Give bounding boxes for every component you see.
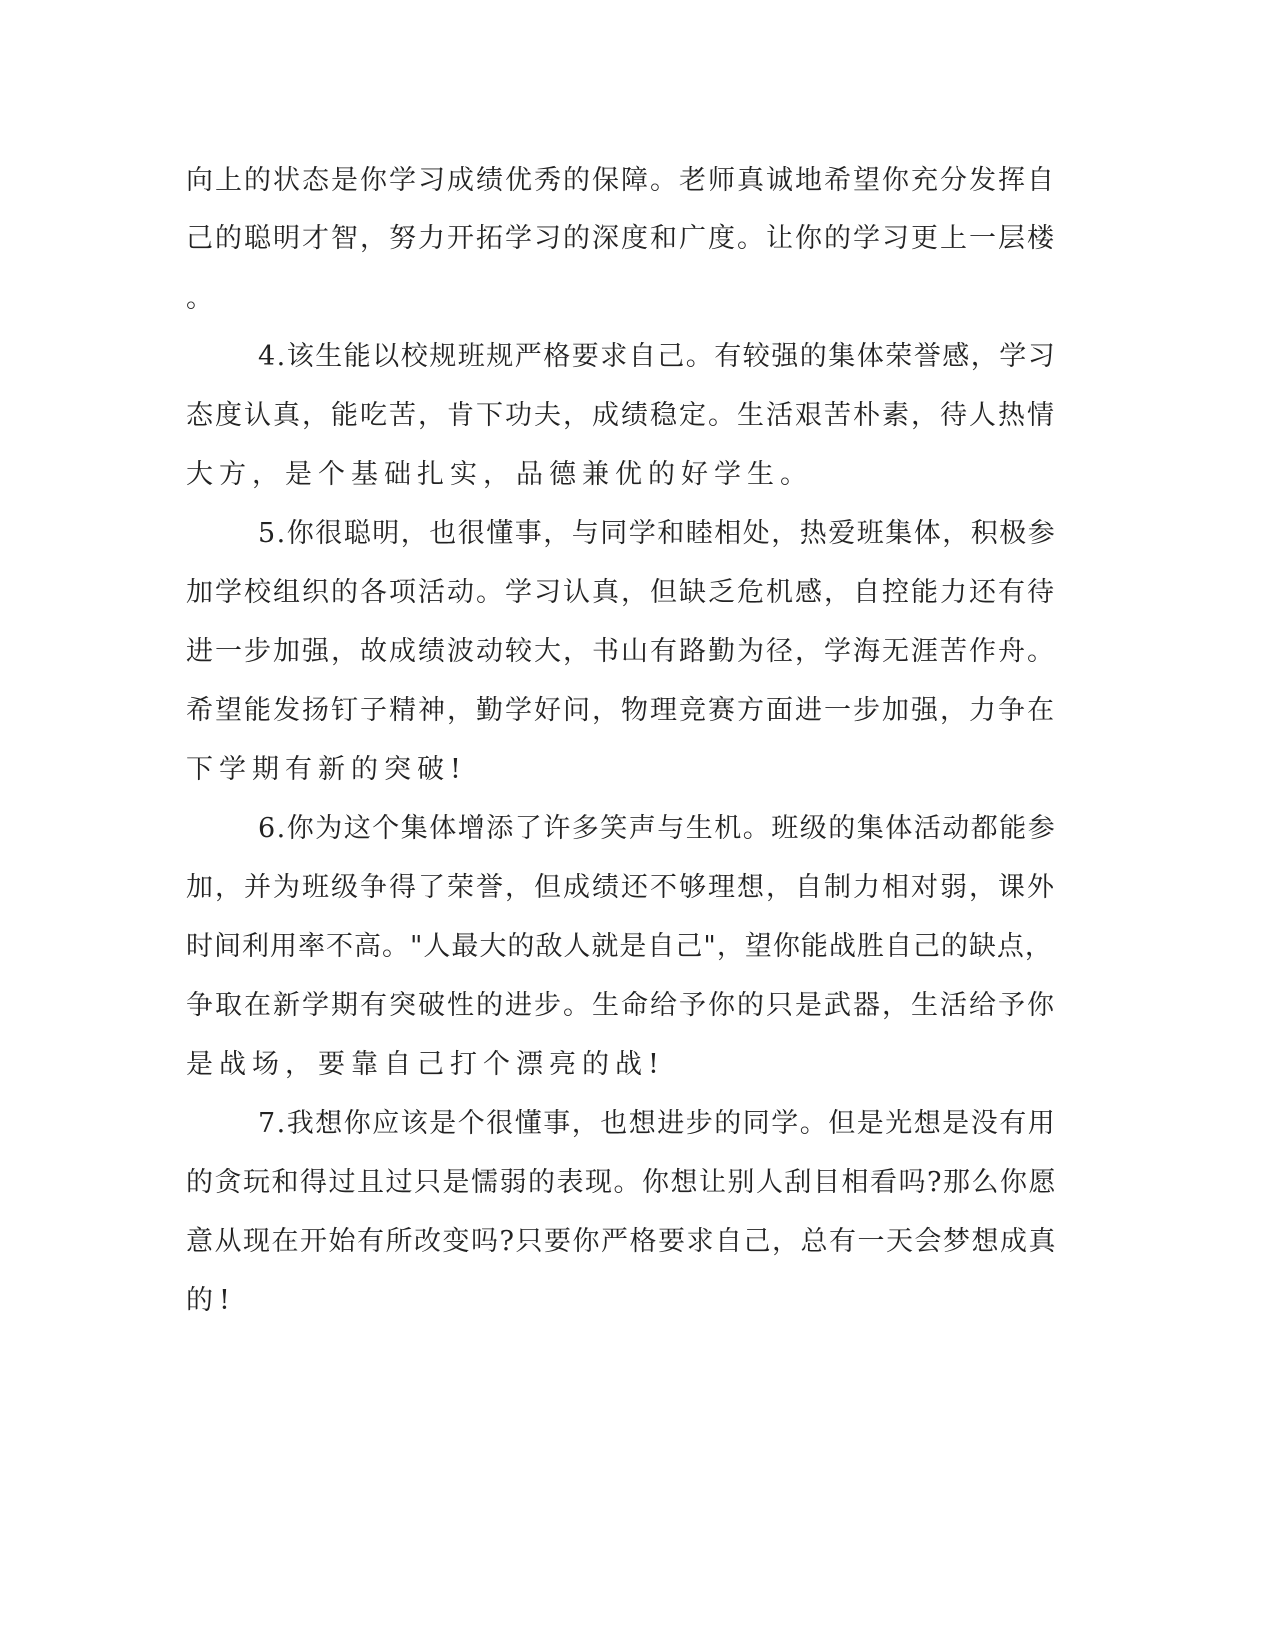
paragraph-5-line-4: 希望能发扬钉子精神，勤学好问，物理竞赛方面进一步加强，力争在 bbox=[186, 695, 1056, 726]
paragraph-6-line-3: 时间利用率不高。"人最大的敌人就是自己"，望你能战胜自己的缺点， bbox=[186, 931, 1053, 962]
paragraph-4-line-3: 大方，是个基础扎实，品德兼优的好学生。 bbox=[186, 459, 813, 490]
paragraph-4-line-1: 4.该生能以校规班规严格要求自己。有较强的集体荣誉感，学习 bbox=[258, 341, 1057, 372]
paragraph-5-line-2: 加学校组织的各项活动。学习认真，但缺乏危机感，自控能力还有待 bbox=[186, 577, 1056, 608]
paragraph-7-line-3: 意从现在开始有所改变吗?只要你严格要求自己，总有一天会梦想成真 bbox=[186, 1226, 1057, 1257]
paragraph-5-line-3: 进一步加强，故成绩波动较大，书山有路勤为径，学海无涯苦作舟。 bbox=[186, 636, 1056, 667]
paragraph-6-line-2: 加，并为班级争得了荣誉，但成绩还不够理想，自制力相对弱，课外 bbox=[186, 872, 1056, 903]
paragraph-5-line-5: 下学期有新的突破! bbox=[186, 754, 467, 785]
paragraph-3-line-1: 向上的状态是你学习成绩优秀的保障。老师真诚地希望你充分发挥自 bbox=[186, 165, 1056, 196]
paragraph-7-line-2: 的贪玩和得过且过只是懦弱的表现。你想让别人刮目相看吗?那么你愿 bbox=[186, 1167, 1057, 1198]
paragraph-3-line-2: 己的聪明才智，努力开拓学习的深度和广度。让你的学习更上一层楼 bbox=[186, 223, 1056, 254]
paragraph-6-line-5: 是战场，要靠自己打个漂亮的战! bbox=[186, 1049, 665, 1080]
paragraph-6-line-1: 6.你为这个集体增添了许多笑声与生机。班级的集体活动都能参 bbox=[258, 813, 1057, 844]
paragraph-4-line-2: 态度认真，能吃苦，肯下功夫，成绩稳定。生活艰苦朴素，待人热情 bbox=[186, 400, 1056, 431]
paragraph-7-line-4: 的! bbox=[186, 1285, 236, 1316]
paragraph-7-line-1: 7.我想你应该是个很懂事，也想进步的同学。但是光想是没有用 bbox=[258, 1108, 1057, 1139]
paragraph-6-line-4: 争取在新学期有突破性的进步。生命给予你的只是武器，生活给予你 bbox=[186, 990, 1056, 1021]
paragraph-3-line-3: 。 bbox=[186, 283, 219, 314]
paragraph-5-line-1: 5.你很聪明，也很懂事，与同学和睦相处，热爱班集体，积极参 bbox=[258, 518, 1057, 549]
